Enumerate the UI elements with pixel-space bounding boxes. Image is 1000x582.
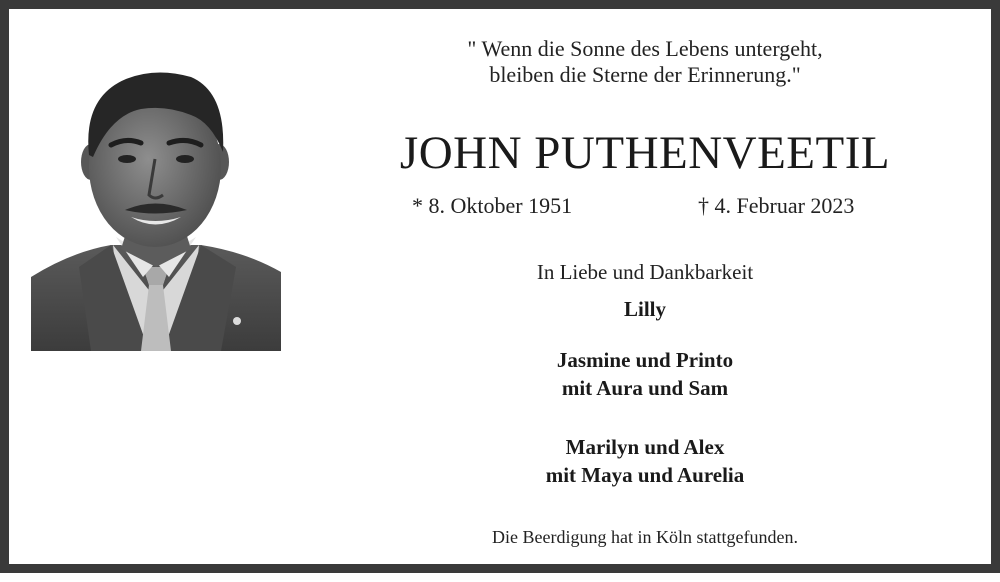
mourners-intro: In Liebe und Dankbarkeit bbox=[536, 260, 754, 284]
mourner-line: Marilyn und Alex bbox=[565, 435, 725, 459]
death-date: † 4. Februar 2023 bbox=[698, 193, 855, 218]
mourner-group bbox=[349, 433, 941, 489]
deceased-name: JOHN PUTHENVEETIL bbox=[399, 127, 891, 179]
mourner-line: mit Aura und Sam bbox=[561, 376, 729, 400]
portrait-photo bbox=[31, 67, 281, 351]
mourner-line: Lilly bbox=[623, 297, 666, 321]
birth-date: * 8. Oktober 1951 bbox=[412, 193, 573, 218]
funeral-notice: Die Beerdigung hat in Köln stattgefunden. bbox=[492, 527, 798, 547]
quote-line-2: bleiben die Sterne der Erinnerung." bbox=[489, 62, 801, 87]
quote-line-1: " Wenn die Sonne des Lebens untergeht, bbox=[467, 36, 823, 61]
obituary-text bbox=[349, 9, 941, 582]
mourner-line: mit Maya und Aurelia bbox=[545, 463, 745, 487]
life-dates bbox=[349, 192, 941, 220]
mourner-group bbox=[349, 295, 941, 323]
mourner-line: Jasmine und Printo bbox=[556, 348, 734, 372]
memorial-quote bbox=[349, 36, 941, 88]
mourner-group bbox=[349, 346, 941, 402]
